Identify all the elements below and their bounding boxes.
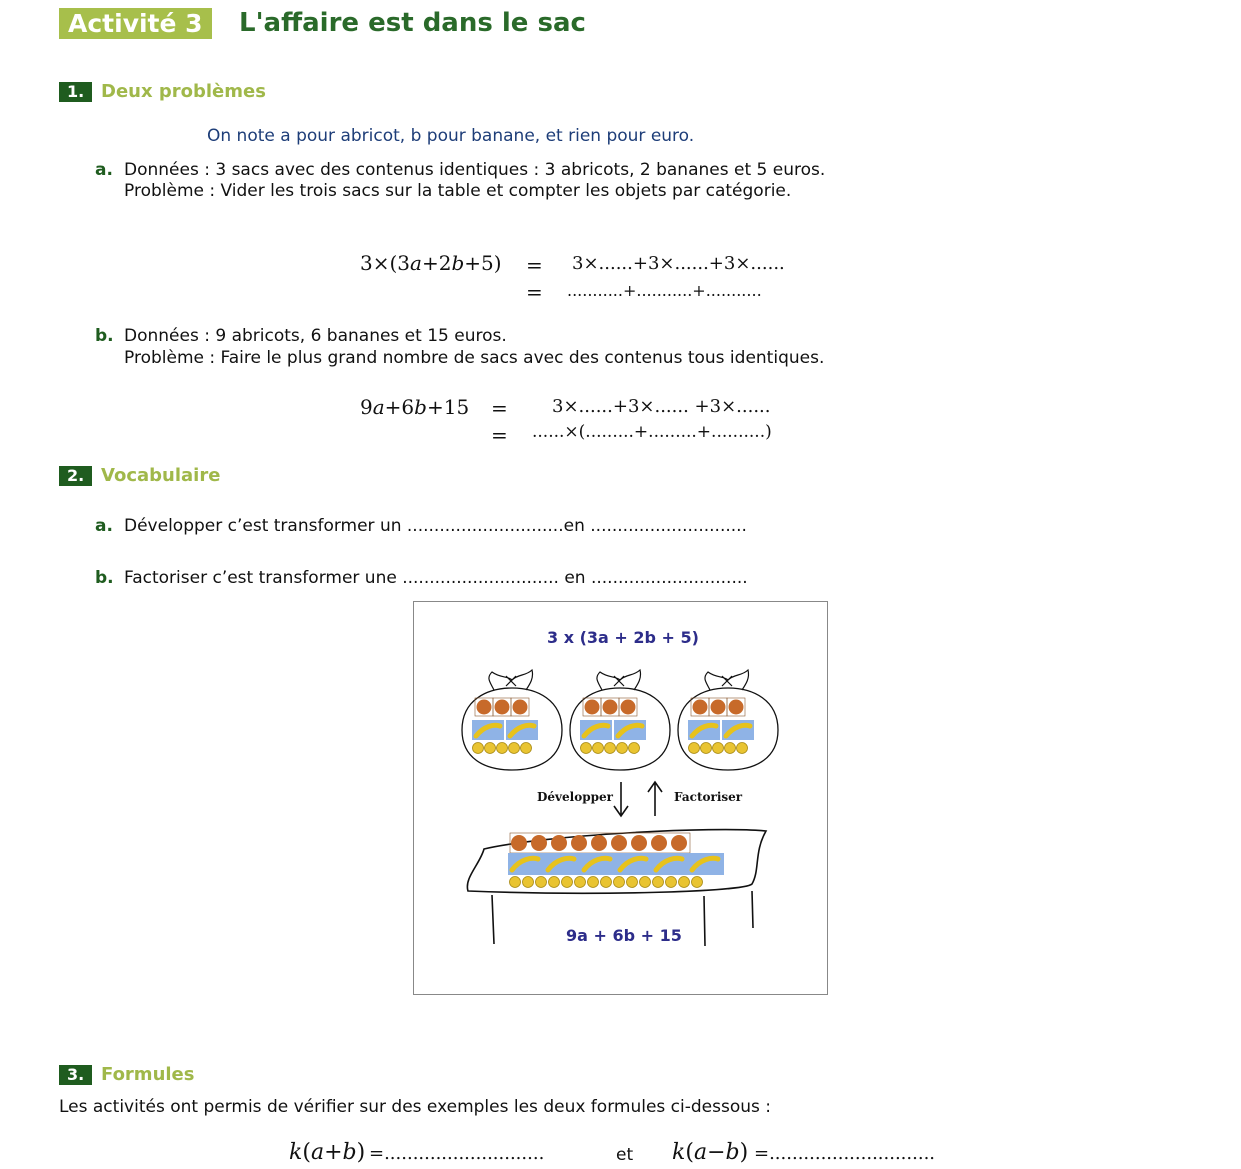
formula-2-lhs: k(a−b) <box>672 1140 749 1165</box>
bag-2 <box>570 670 670 770</box>
bag-1 <box>462 670 562 770</box>
formula-1-lhs: k(a+b) <box>289 1140 366 1165</box>
factor-label: Factoriser <box>674 790 743 804</box>
section-2-number: 2. <box>59 466 92 486</box>
eq-a-rhs-1: 3×......+3×......+3×...... <box>572 253 785 274</box>
vocab-b-letter: b. <box>95 568 114 588</box>
formula-connector: et <box>616 1145 634 1165</box>
eq-a-rhs-2: ...........+...........+........... <box>567 281 762 300</box>
table-apricots <box>510 833 690 853</box>
formula-1-blank: =............................ <box>369 1143 545 1164</box>
item-a-letter: a. <box>95 160 113 180</box>
item-b-letter: b. <box>95 326 114 346</box>
item-b-problem: Problème : Faire le plus grand nombre de sacs avec des contenus tous identiques. <box>124 348 825 368</box>
section-1-number: 1. <box>59 82 92 102</box>
item-a-data: Données : 3 sacs avec des contenus identiques : 3 abricots, 2 bananes et 5 euros. <box>124 160 826 180</box>
develop-label: Développer <box>537 790 613 804</box>
figure-bottom-expression: 9a + 6b + 15 <box>566 926 682 945</box>
eq-b-sign-2: = <box>491 423 508 447</box>
factor-arrow-icon <box>648 782 662 816</box>
section-2-title: Vocabulaire <box>101 465 221 486</box>
eq-b-rhs-2: ......×(.........+.........+..........) <box>532 422 772 442</box>
activity-badge: Activité 3 <box>59 8 212 39</box>
bag-3 <box>678 670 778 770</box>
vocab-b-text: Factoriser c’est transformer une ............................. en ............................. <box>124 568 748 588</box>
eq-a-sign-1: = <box>526 253 543 277</box>
eq-b-sign-1: = <box>491 396 508 420</box>
table-bananas <box>508 853 724 875</box>
vocab-a-text: Développer c’est transformer un .............................en ............................. <box>124 516 747 536</box>
eq-b-rhs-1: 3×......+3×...... +3×...... <box>552 396 771 417</box>
vocab-a-letter: a. <box>95 516 113 536</box>
section-3-title: Formules <box>101 1064 195 1085</box>
item-b-data: Données : 9 abricots, 6 bananes et 15 euros. <box>124 326 507 346</box>
notation-note: On note a pour abricot, b pour banane, et rien pour euro. <box>207 126 695 146</box>
bags-table-figure <box>413 601 828 995</box>
develop-arrow-icon <box>614 782 628 816</box>
eq-b-lhs: 9a+6b+15 <box>360 395 470 419</box>
section-1-title: Deux problèmes <box>101 81 266 102</box>
eq-a-sign-2: = <box>526 280 543 304</box>
formulas-intro: Les activités ont permis de vérifier sur des exemples les deux formules ci-dessous : <box>59 1097 771 1117</box>
item-a-problem: Problème : Vider les trois sacs sur la table et compter les objets par catégorie. <box>124 181 792 201</box>
eq-a-lhs: 3×(3a+2b+5) <box>360 251 502 275</box>
table-coins <box>510 877 703 888</box>
formula-2-blank: =............................. <box>754 1143 936 1164</box>
section-3-number: 3. <box>59 1065 92 1085</box>
activity-title: L'affaire est dans le sac <box>239 8 586 38</box>
figure-top-expression: 3 x (3a + 2b + 5) <box>547 628 699 647</box>
